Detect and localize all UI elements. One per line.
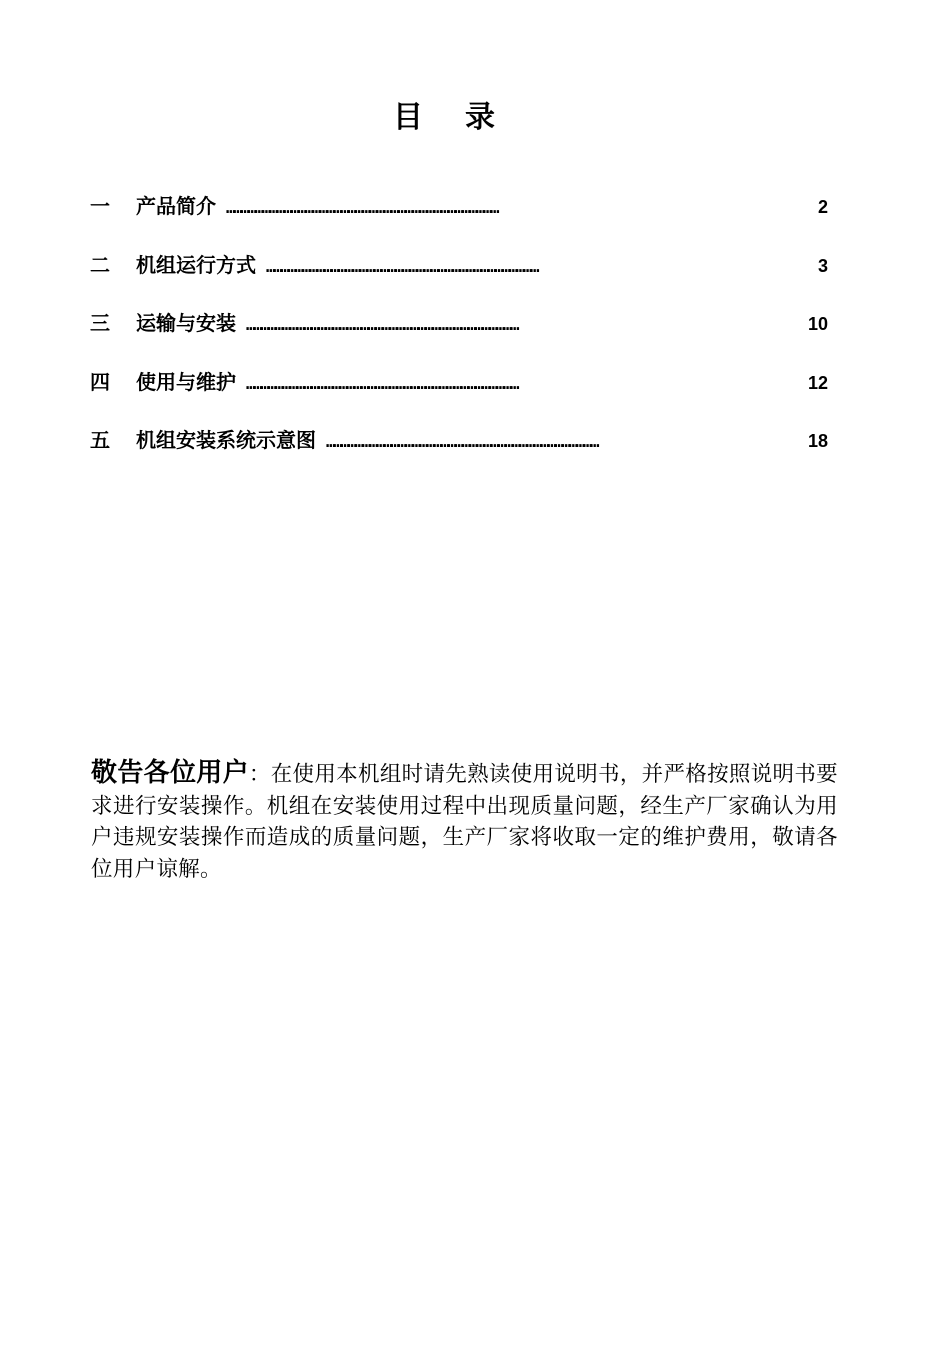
toc-dot-leader: ……………………………………………………………………………………………………: [246, 315, 518, 335]
toc-entry-page: 12: [807, 372, 828, 393]
toc-entry-page: 2: [817, 197, 828, 217]
toc-entry-4[interactable]: [90, 364, 828, 400]
toc-dot-leader: ……………………………………………………………………………………………………: [326, 432, 598, 452]
toc-entry-label: 机组运行方式: [136, 252, 256, 277]
notice-colon: ：: [248, 762, 271, 787]
toc-dot-leader: ……………………………………………………………………………………………………: [246, 373, 518, 393]
toc-entry-3[interactable]: [90, 305, 828, 341]
toc-entry-label: 使用与维护: [136, 369, 236, 394]
toc-entry-label: 产品简介: [136, 194, 216, 218]
toc-entry-number: 一: [90, 194, 110, 218]
toc-entry-1[interactable]: [90, 188, 828, 224]
toc-entry-2[interactable]: [90, 247, 828, 283]
page-title: 目录: [393, 100, 537, 135]
toc-entry-number: 三: [90, 311, 110, 336]
toc-entry-5[interactable]: [90, 422, 828, 458]
toc-entry-page: 10: [807, 314, 828, 335]
toc-entry-label: 运输与安装: [136, 311, 236, 336]
toc-dot-leader: ……………………………………………………………………………………………………: [266, 256, 538, 276]
notice-heading: 敬告各位用户: [91, 758, 249, 788]
notice-body: 在使用本机组时请先熟读使用说明书，并严格按照说明书要求进行安装操作。机组在安装使用过程中出现质量问题，经生产厂家确认为用户违规安装操作而造成的质量问题，生产厂家将收取一定的维护费用，敬请各位用户谅解。: [91, 762, 838, 882]
toc-entry-label: 机组安装系统示意图: [136, 428, 316, 453]
toc-entry-page: 3: [817, 255, 828, 276]
table-of-contents: [90, 188, 828, 481]
toc-entry-number: 四: [90, 369, 110, 394]
toc-entry-page: 18: [807, 431, 828, 452]
toc-dot-leader: ……………………………………………………………………………………………………: [226, 198, 498, 217]
toc-entry-number: 二: [90, 252, 110, 277]
user-notice: [91, 758, 838, 885]
toc-entry-number: 五: [90, 428, 110, 453]
